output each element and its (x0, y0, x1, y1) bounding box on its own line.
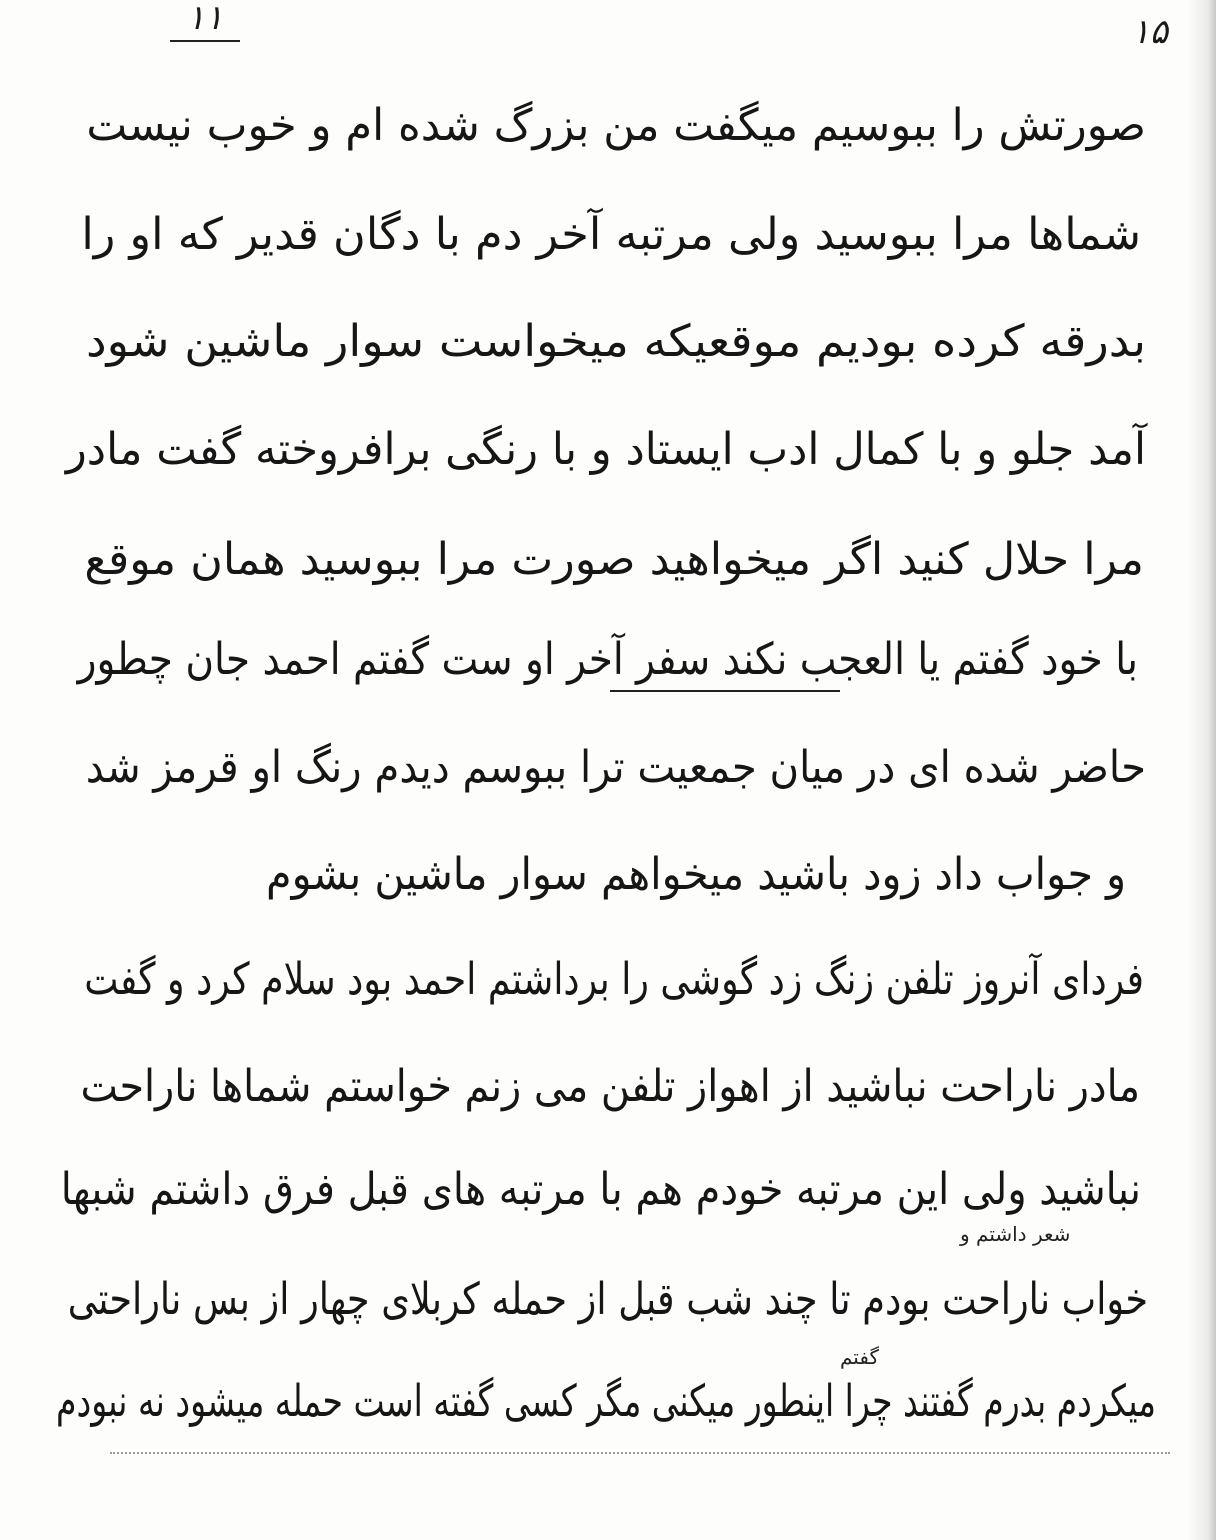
margin-annotation-1: شعر داشتم و (960, 1222, 1071, 1246)
handwritten-line-2: شماها مرا ببوسید ولی مرتبه آخر دم با دگان قدیر که او را (81, 209, 1141, 260)
page-number-left: ۱۱ (170, 0, 240, 42)
handwritten-line-9: فردای آنروز تلفن زنگ زد گوشی را برداشتم احمد بود سلام کرد و گفت (84, 954, 1145, 1005)
page-number-right: ۱۵ (1131, 12, 1168, 52)
handwritten-line-4: آمد جلو و با کمال ادب ایستاد و با رنگی برافروخته گفت مادر (65, 424, 1146, 475)
handwritten-line-1: صورتش را ببوسیم میگفت من بزرگ شده ام و خوب نیست (86, 100, 1146, 151)
handwritten-line-5: مرا حلال کنید اگر میخواهید صورت مرا ببوسید همان موقع (84, 534, 1144, 585)
handwritten-line-6: با خود گفتم یا العجب نکند سفر آخر او ست گفتم احمد جان چطور (77, 634, 1139, 685)
handwritten-line-10: مادر ناراحت نباشید از اهواز تلفن می زنم خواستم شماها ناراحت (80, 1061, 1141, 1112)
handwritten-line-12: خواب ناراحت بودم تا چند شب قبل از حمله کربلای چهار از بس ناراحتی (67, 1274, 1148, 1325)
handwritten-line-7: حاضر شده ای در میان جمعیت ترا ببوسم دیدم رنگ او قرمز شد (85, 742, 1146, 793)
scan-edge-shadow (1188, 0, 1216, 1540)
handwritten-line-13: میکردم بدرم گفتند چرا اینطور میکنی مگر کسی گفته است حمله میشود نه نبودم (56, 1376, 1156, 1427)
handwritten-line-8: و جواب داد زود باشید میخواهم سوار ماشین بشوم (266, 849, 1127, 900)
margin-annotation-2: گفتم (840, 1345, 879, 1369)
handwritten-line-3: بدرقه کرده بودیم موقعیکه میخواست سوار ماشین شود (86, 316, 1146, 367)
handwritten-line-11: نباشید ولی این مرتبه خودم هم با مرتبه های قبل فرق داشتم شبها (60, 1164, 1142, 1215)
bottom-dotted-rule (110, 1452, 1170, 1455)
underline-mark (610, 690, 840, 692)
